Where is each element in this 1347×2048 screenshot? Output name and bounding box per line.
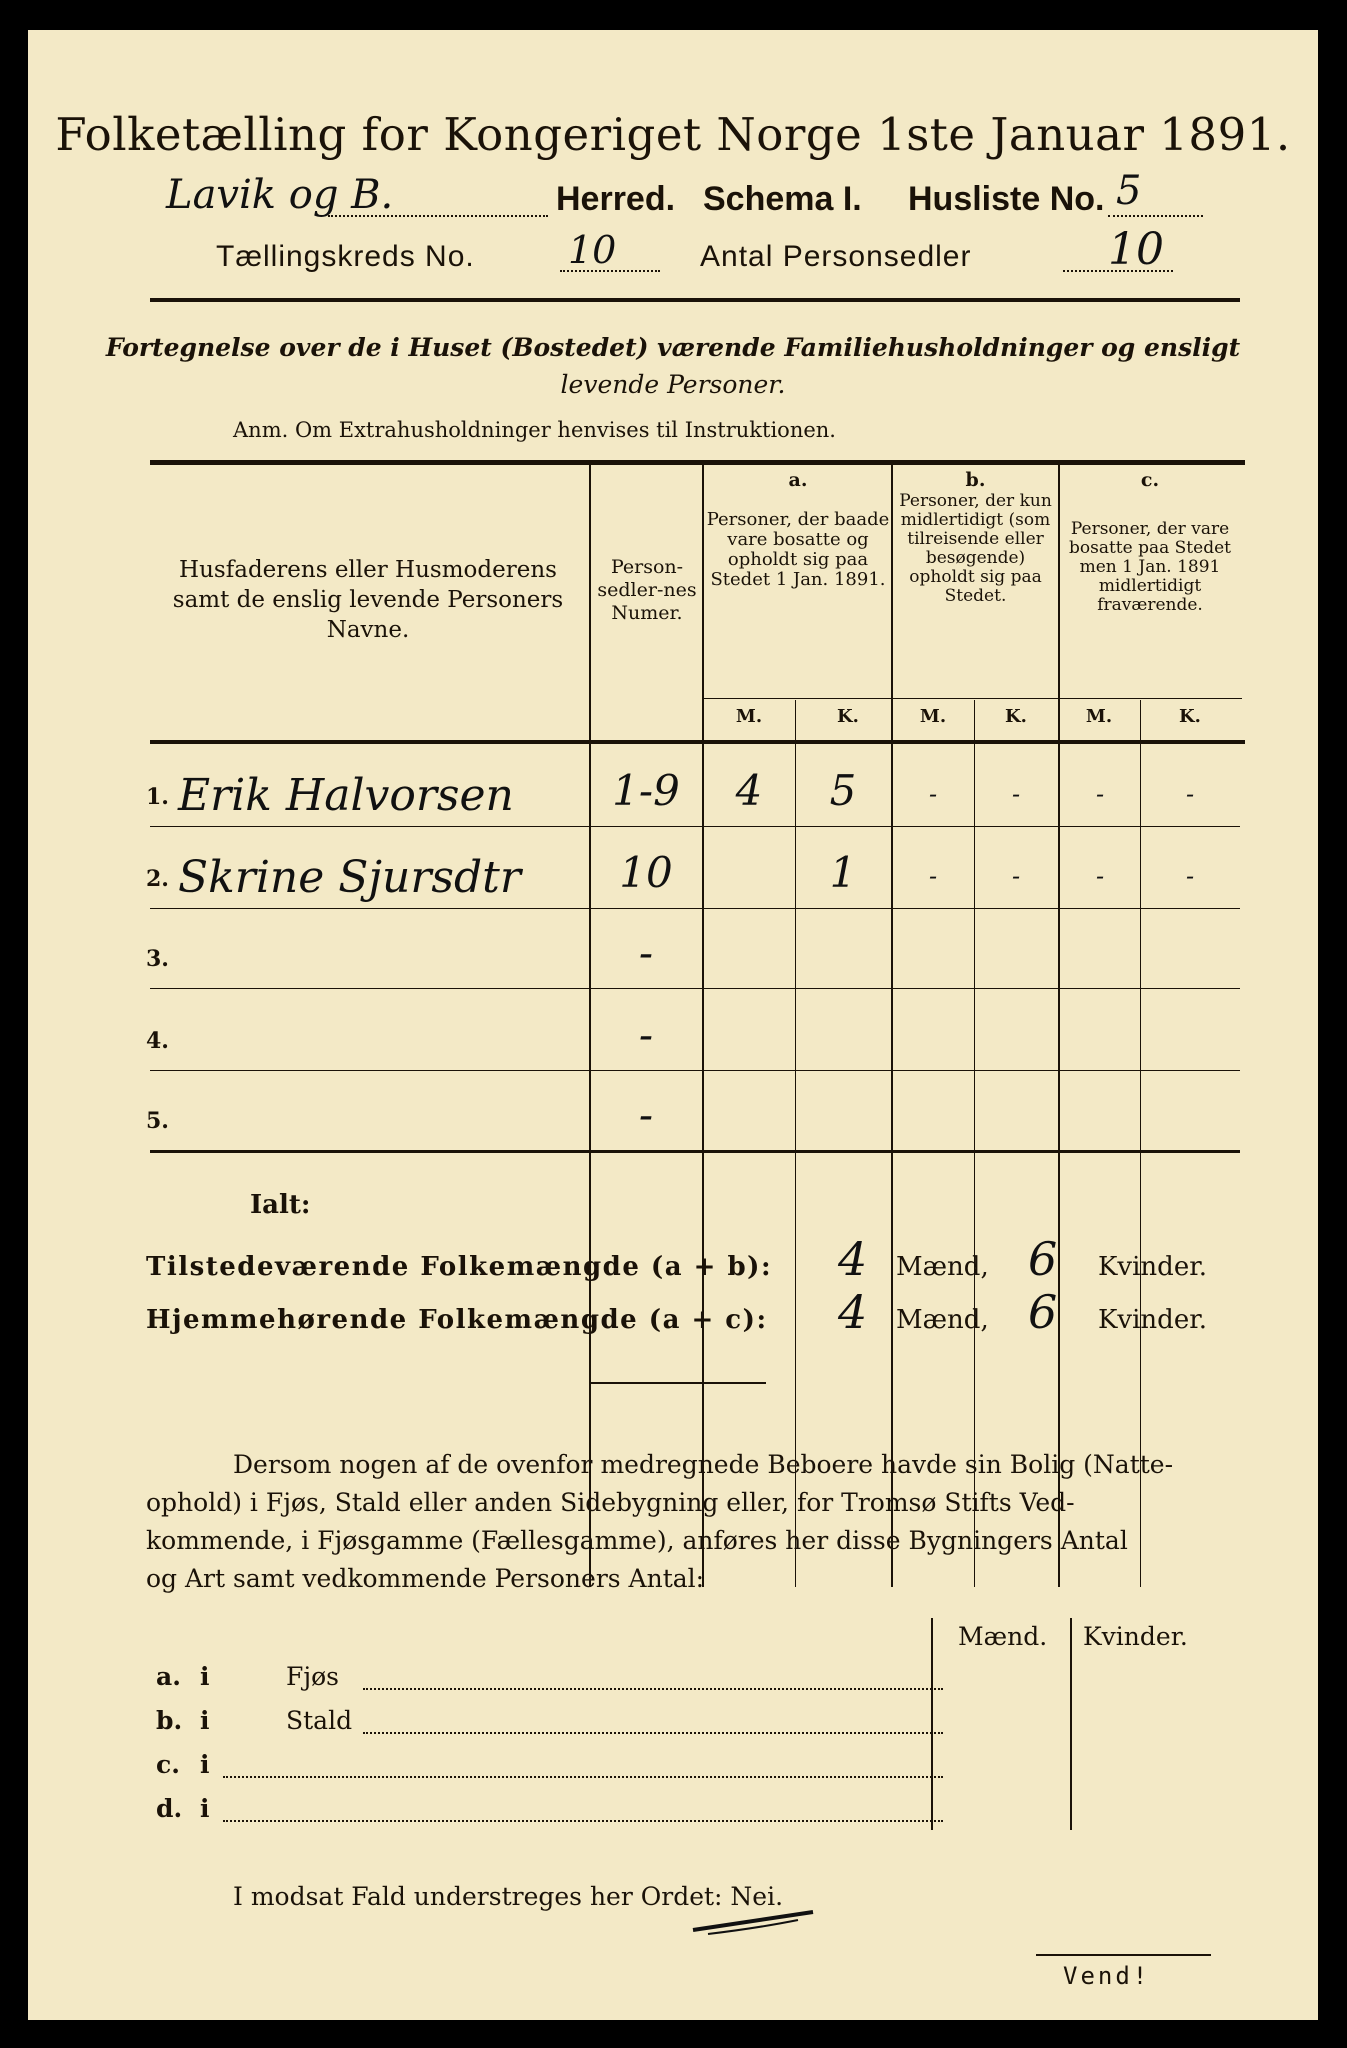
herred-dotline xyxy=(328,215,548,217)
col-a-k-label: K. xyxy=(837,706,859,727)
antal-value: 10 xyxy=(1108,224,1164,275)
row-name: Skrine Sjursdtr xyxy=(178,852,521,903)
separator-rule xyxy=(591,1382,766,1384)
nei-underline xyxy=(688,1900,818,1940)
cell-b-k: - xyxy=(1011,780,1021,808)
cell-c-m: - xyxy=(1095,780,1105,808)
row-rule xyxy=(150,826,1240,827)
col-c-k-label: K. xyxy=(1179,706,1201,727)
cell-c-k: - xyxy=(1185,862,1195,890)
buildings-divider-1 xyxy=(931,1618,933,1830)
cell-c-k: - xyxy=(1185,780,1195,808)
vend-label: Vend! xyxy=(1063,1962,1151,1990)
cell-a-k: 1 xyxy=(829,848,857,897)
col-divider-3 xyxy=(891,465,893,1587)
footer-text: I modsat Fald understreges her Ordet: Nei. xyxy=(233,1882,784,1911)
col-divider-4 xyxy=(1058,465,1060,1587)
header-rule xyxy=(150,298,1240,302)
building-item-label: Stald xyxy=(286,1706,353,1735)
col-name-header: Husfaderens eller Husmoderens samt de enslig levende Personers Navne. xyxy=(172,557,564,643)
vend-rule xyxy=(1036,1954,1211,1956)
buildings-para-2: ophold) i Fjøs, Stald eller anden Sidebygning eller, for Tromsø Stifts Ved- xyxy=(146,1488,1075,1517)
col-a-letter: a. xyxy=(788,469,808,491)
col-b-letter: b. xyxy=(965,469,986,491)
building-item-letter: c. xyxy=(156,1750,180,1779)
building-item-prep: i xyxy=(200,1794,210,1823)
schema-label: Schema I. xyxy=(703,180,862,218)
building-item-label: Fjøs xyxy=(286,1662,339,1691)
row-number: 2. xyxy=(146,866,169,892)
col-c-m-label: M. xyxy=(1085,706,1113,727)
form-title: Folketælling for Kongeriget Norge 1ste Januar 1891. xyxy=(55,108,1291,161)
census-form-page xyxy=(28,30,1318,2020)
mk-header-top-rule xyxy=(702,698,1242,699)
building-item-dotline xyxy=(223,1776,943,1778)
husliste-label: Husliste No. xyxy=(908,180,1105,218)
buildings-divider-2 xyxy=(1070,1618,1072,1830)
cell-numer: 1-9 xyxy=(612,766,680,815)
cell-b-k: - xyxy=(1011,862,1021,890)
intro-line1: Fortegnelse over de i Huset (Bostedet) værende Familiehusholdninger og ensligt xyxy=(105,333,1241,362)
herred-label: Herred. xyxy=(556,180,676,218)
building-item-prep: i xyxy=(200,1706,210,1735)
tilst-kvinder-value: 6 xyxy=(1028,1232,1058,1286)
kreds-value: 10 xyxy=(568,228,617,272)
row-rule xyxy=(150,988,1240,989)
ialt-label: Ialt: xyxy=(250,1190,311,1220)
cell-c-m: - xyxy=(1095,862,1105,890)
cell-b-m: - xyxy=(928,780,938,808)
row-number: 3. xyxy=(146,946,169,972)
building-item-letter: a. xyxy=(156,1662,181,1691)
building-item-dotline xyxy=(223,1820,943,1822)
col-b-m-label: M. xyxy=(919,706,947,727)
header-bottom-rule xyxy=(150,740,1245,744)
buildings-kvinder-header: Kvinder. xyxy=(1083,1622,1188,1651)
col-b-k-label: K. xyxy=(1005,706,1027,727)
buildings-para-4: og Art samt vedkommende Personers Antal: xyxy=(146,1564,705,1593)
cell-a-m: 4 xyxy=(735,766,763,815)
table-bottom-rule xyxy=(150,1150,1240,1153)
herred-value: Lavik og B. xyxy=(166,172,394,218)
col-divider-2 xyxy=(702,465,704,1587)
row-number: 1. xyxy=(146,784,169,810)
col-a-m-label: M. xyxy=(735,706,763,727)
hjem-maend-value: 4 xyxy=(838,1285,868,1339)
kreds-dotline xyxy=(560,270,660,272)
intro-line2: levende Personer. xyxy=(560,370,786,399)
col-num-header: Person-sedler-nes Numer. xyxy=(597,556,697,624)
husliste-value: 5 xyxy=(1116,168,1142,214)
row-rule xyxy=(150,1070,1240,1071)
buildings-para-3: kommende, i Fjøsgamme (Fællesgamme), anføres her disse Bygningers Antal xyxy=(146,1526,1128,1555)
hjem-label: Hjemmehørende Folkemængde (a + c): xyxy=(146,1305,768,1335)
tilst-maend-label: Mænd, xyxy=(896,1252,989,1282)
building-item-prep: i xyxy=(200,1750,210,1779)
hjem-maend-label: Mænd, xyxy=(896,1305,989,1335)
cell-numer: - xyxy=(638,1090,654,1139)
row-name: Erik Halvorsen xyxy=(178,770,514,821)
cell-a-k: 5 xyxy=(829,766,857,815)
antal-dotline xyxy=(1063,270,1173,272)
buildings-maend-header: Mænd. xyxy=(958,1622,1048,1651)
cell-numer: 10 xyxy=(619,848,673,897)
building-item-dotline xyxy=(363,1732,943,1734)
anm-note: Anm. Om Extrahusholdninger henvises til Instruktionen. xyxy=(233,418,836,442)
cell-numer: - xyxy=(638,928,654,977)
row-number: 4. xyxy=(146,1028,169,1054)
building-item-letter: d. xyxy=(156,1794,183,1823)
kreds-label: Tællingskreds No. xyxy=(216,240,475,273)
cell-b-m: - xyxy=(928,862,938,890)
hjem-kvinder-label: Kvinder. xyxy=(1098,1305,1208,1335)
antal-label: Antal Personsedler xyxy=(700,240,972,273)
row-number: 5. xyxy=(146,1108,169,1134)
col-c-letter: c. xyxy=(1140,469,1160,491)
building-item-letter: b. xyxy=(156,1706,183,1735)
buildings-para-1: Dersom nogen af de ovenfor medregnede Beboere havde sin Bolig (Natte- xyxy=(233,1450,1174,1479)
col-b-header: Personer, der kun midlertidigt (som tilreisende eller besøgende) opholdt sig paa Stedet. xyxy=(899,491,1052,606)
col-a-header: Personer, der baade vare bosatte og opholdt sig paa Stedet 1 Jan. 1891. xyxy=(706,509,890,590)
table-top-rule xyxy=(150,460,1245,465)
building-item-dotline xyxy=(363,1688,943,1690)
tilst-label: Tilstedeværende Folkemængde (a + b): xyxy=(146,1252,773,1282)
building-item-prep: i xyxy=(200,1662,210,1691)
hjem-kvinder-value: 6 xyxy=(1028,1285,1058,1339)
col-c-header: Personer, der vare bosatte paa Stedet men 1 Jan. 1891 midlertidigt fraværende. xyxy=(1069,519,1231,615)
row-rule xyxy=(150,908,1240,909)
husliste-dotline xyxy=(1108,215,1203,217)
cell-numer: - xyxy=(638,1010,654,1059)
tilst-kvinder-label: Kvinder. xyxy=(1098,1252,1208,1282)
tilst-maend-value: 4 xyxy=(838,1232,868,1286)
